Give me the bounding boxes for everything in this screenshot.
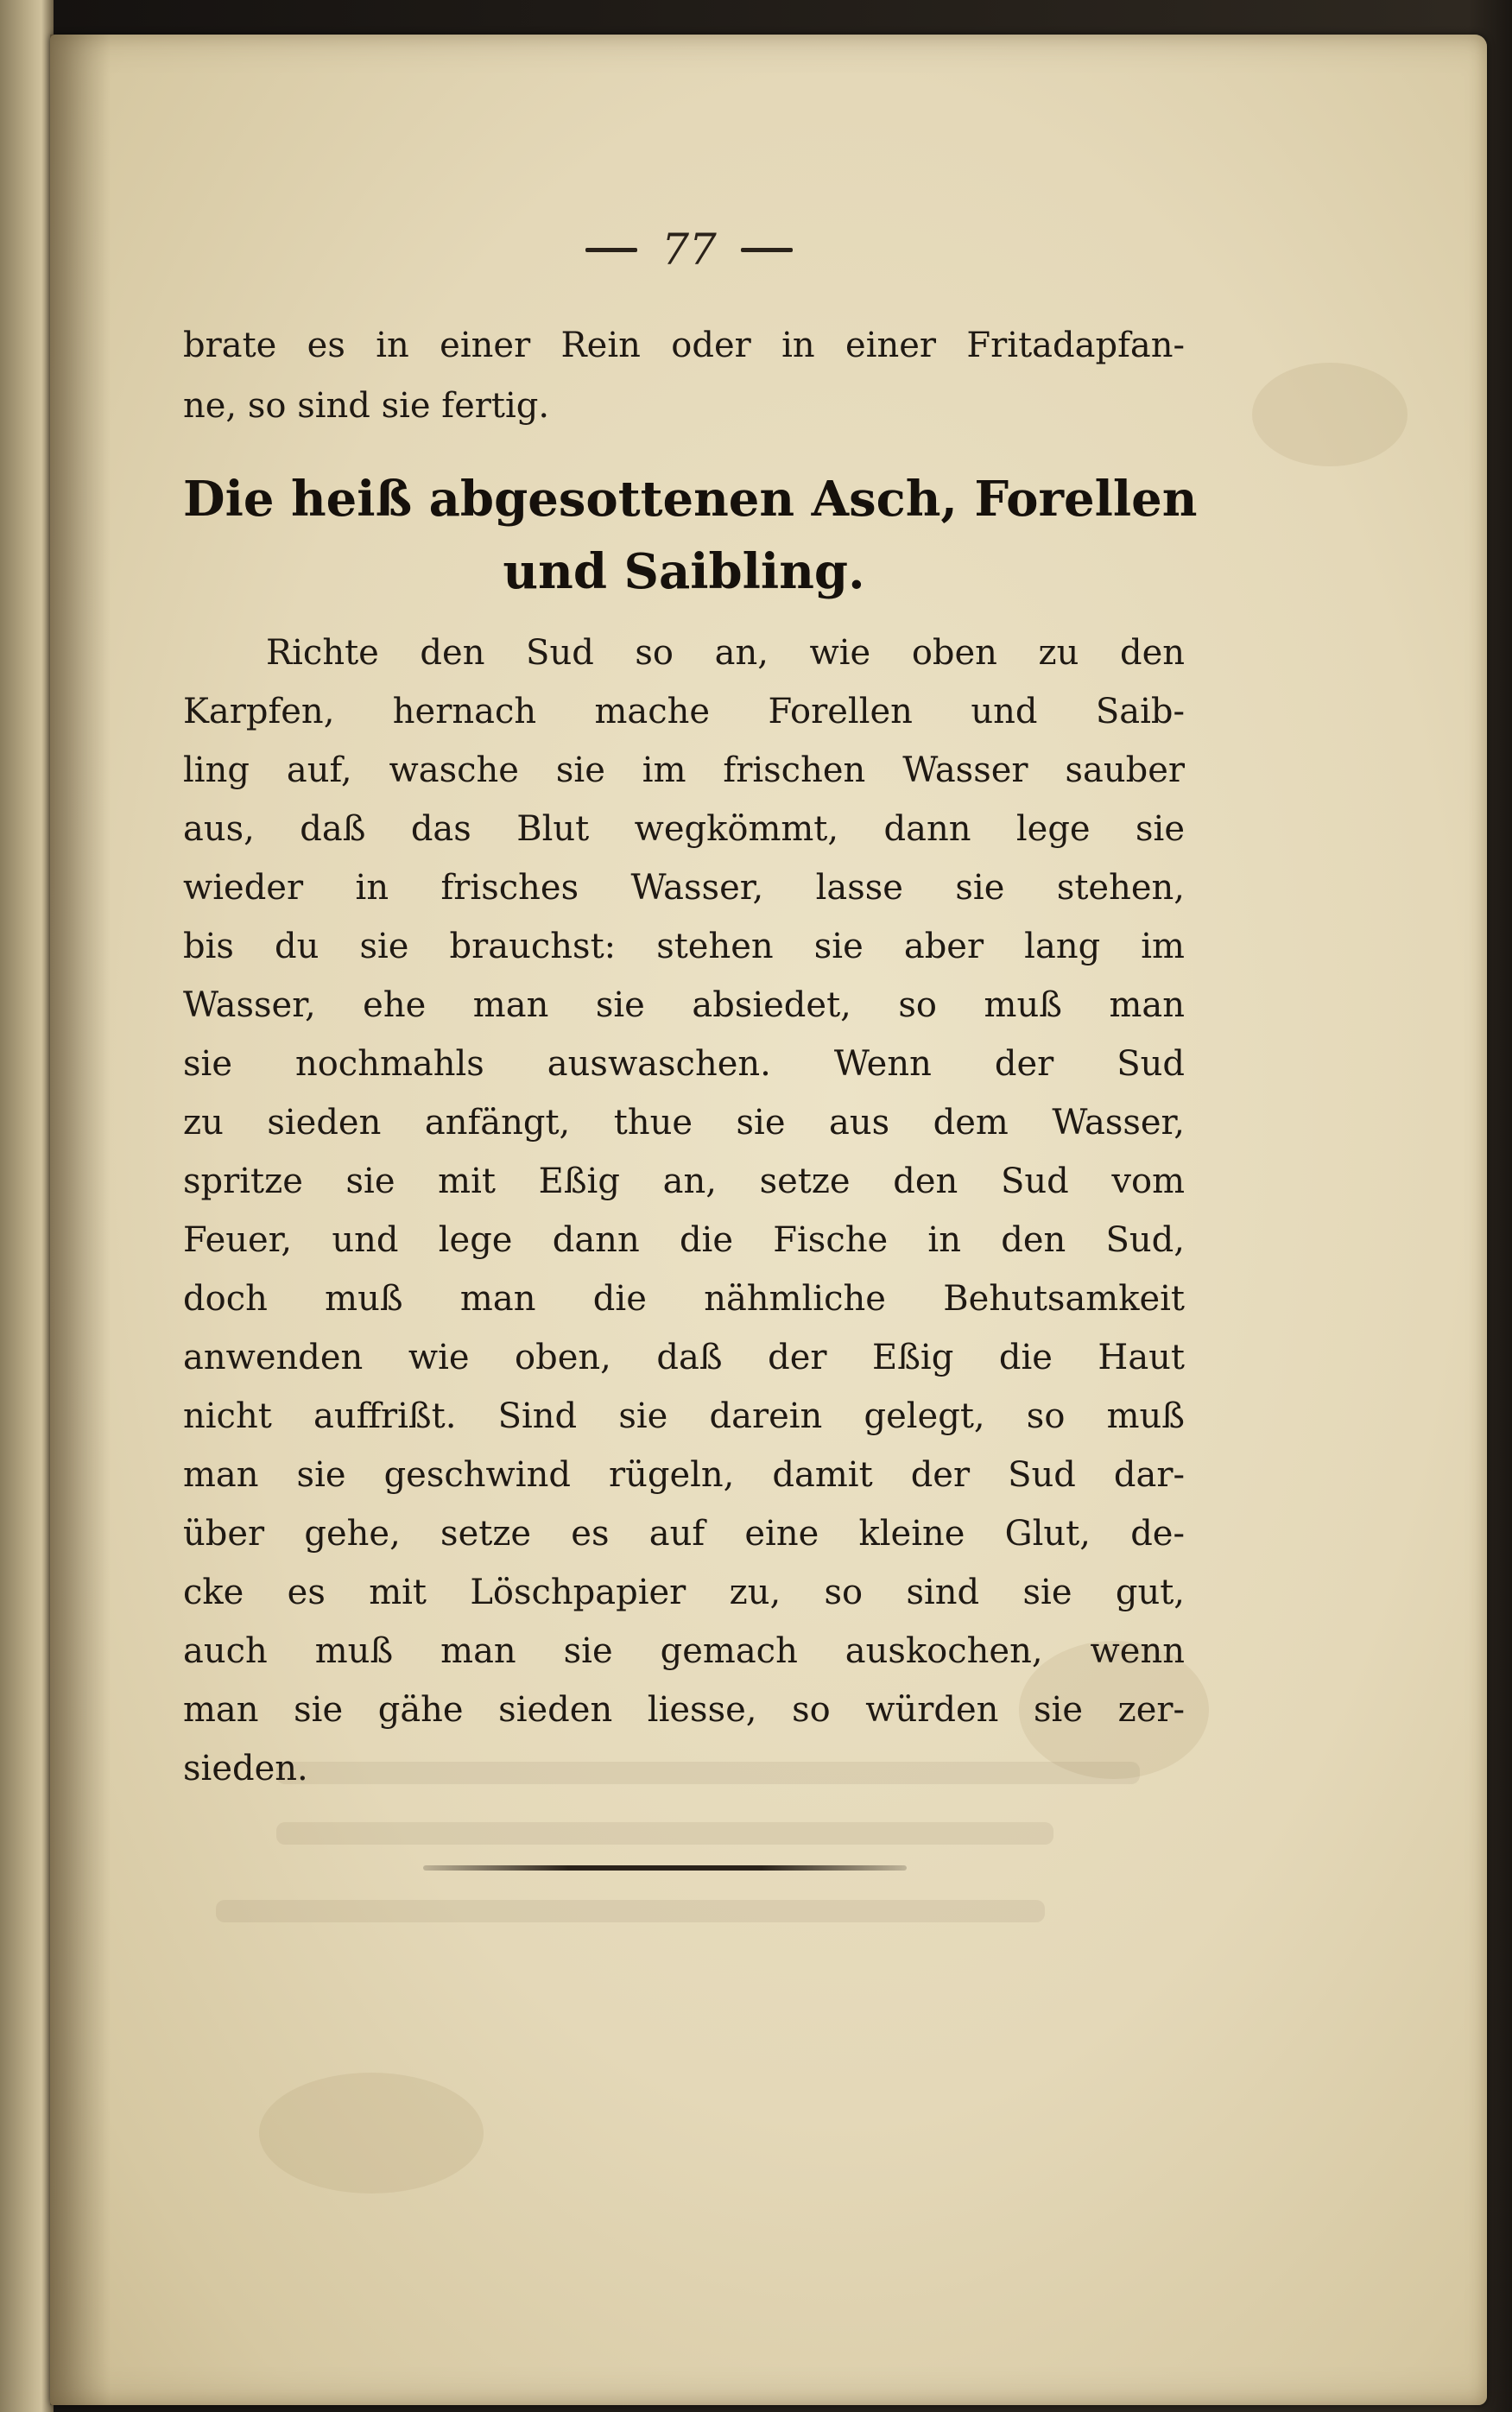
text-line: Karpfen, hernach mache Forellen und Saib- [183, 692, 1185, 731]
text-line: auch muß man sie gemach auskochen, wenn [183, 1631, 1185, 1671]
paper-stain [259, 2073, 484, 2194]
page-number: 77 [661, 225, 717, 275]
text-line: über gehe, setze es auf eine kleine Glut, de- [183, 1514, 1185, 1554]
text-line: man sie gähe sieden liesse, so würden sie zer- [183, 1690, 1185, 1730]
text-line: wieder in frisches Wasser, lasse sie stehen, [183, 868, 1185, 908]
text-line: doch muß man die nähmliche Behutsamkeit [183, 1279, 1185, 1319]
recipe-heading-line: Die heiß abgesottenen Asch, Forellen [183, 471, 1198, 528]
show-through-text [276, 1822, 1053, 1845]
text-line: sie nochmahls auswaschen. Wenn der Sud [183, 1044, 1185, 1084]
recipe-heading-line: und Saibling. [503, 543, 865, 600]
text-line: ne, so sind sie fertig. [183, 386, 550, 426]
paper-stain [1252, 363, 1408, 466]
left-page-edge [0, 0, 54, 2412]
text-line: spritze sie mit Eßig an, setze den Sud vom [183, 1162, 1185, 1201]
section-end-rule [423, 1865, 907, 1871]
show-through-text [216, 1900, 1045, 1922]
text-line: sieden. [183, 1749, 308, 1788]
text-line: cke es mit Löschpapier zu, so sind sie gut, [183, 1573, 1185, 1612]
text-line: Wasser, ehe man sie absiedet, so muß man [183, 985, 1185, 1025]
text-line: Feuer, und lege dann die Fische in den Sud, [183, 1220, 1185, 1260]
text-line: ling auf, wasche sie im frischen Wasser sauber [183, 750, 1185, 790]
text-line: bis du sie brauchst: stehen sie aber lang im [183, 927, 1185, 966]
header-dash-right [741, 248, 793, 252]
text-line: brate es in einer Rein oder in einer Fritadapfan- [183, 326, 1185, 365]
text-line: man sie geschwind rügeln, damit der Sud dar- [183, 1455, 1185, 1495]
text-line: Richte den Sud so an, wie oben zu den [266, 633, 1185, 673]
page-header [551, 219, 827, 280]
text-line: anwenden wie oben, daß der Eßig die Haut [183, 1338, 1185, 1377]
text-line: nicht auffrißt. Sind sie darein gelegt, so muß [183, 1396, 1185, 1436]
header-dash-left [585, 248, 637, 252]
text-line: zu sieden anfängt, thue sie aus dem Wasser, [183, 1103, 1185, 1143]
text-line: aus, daß das Blut wegkömmt, dann lege sie [183, 809, 1185, 849]
